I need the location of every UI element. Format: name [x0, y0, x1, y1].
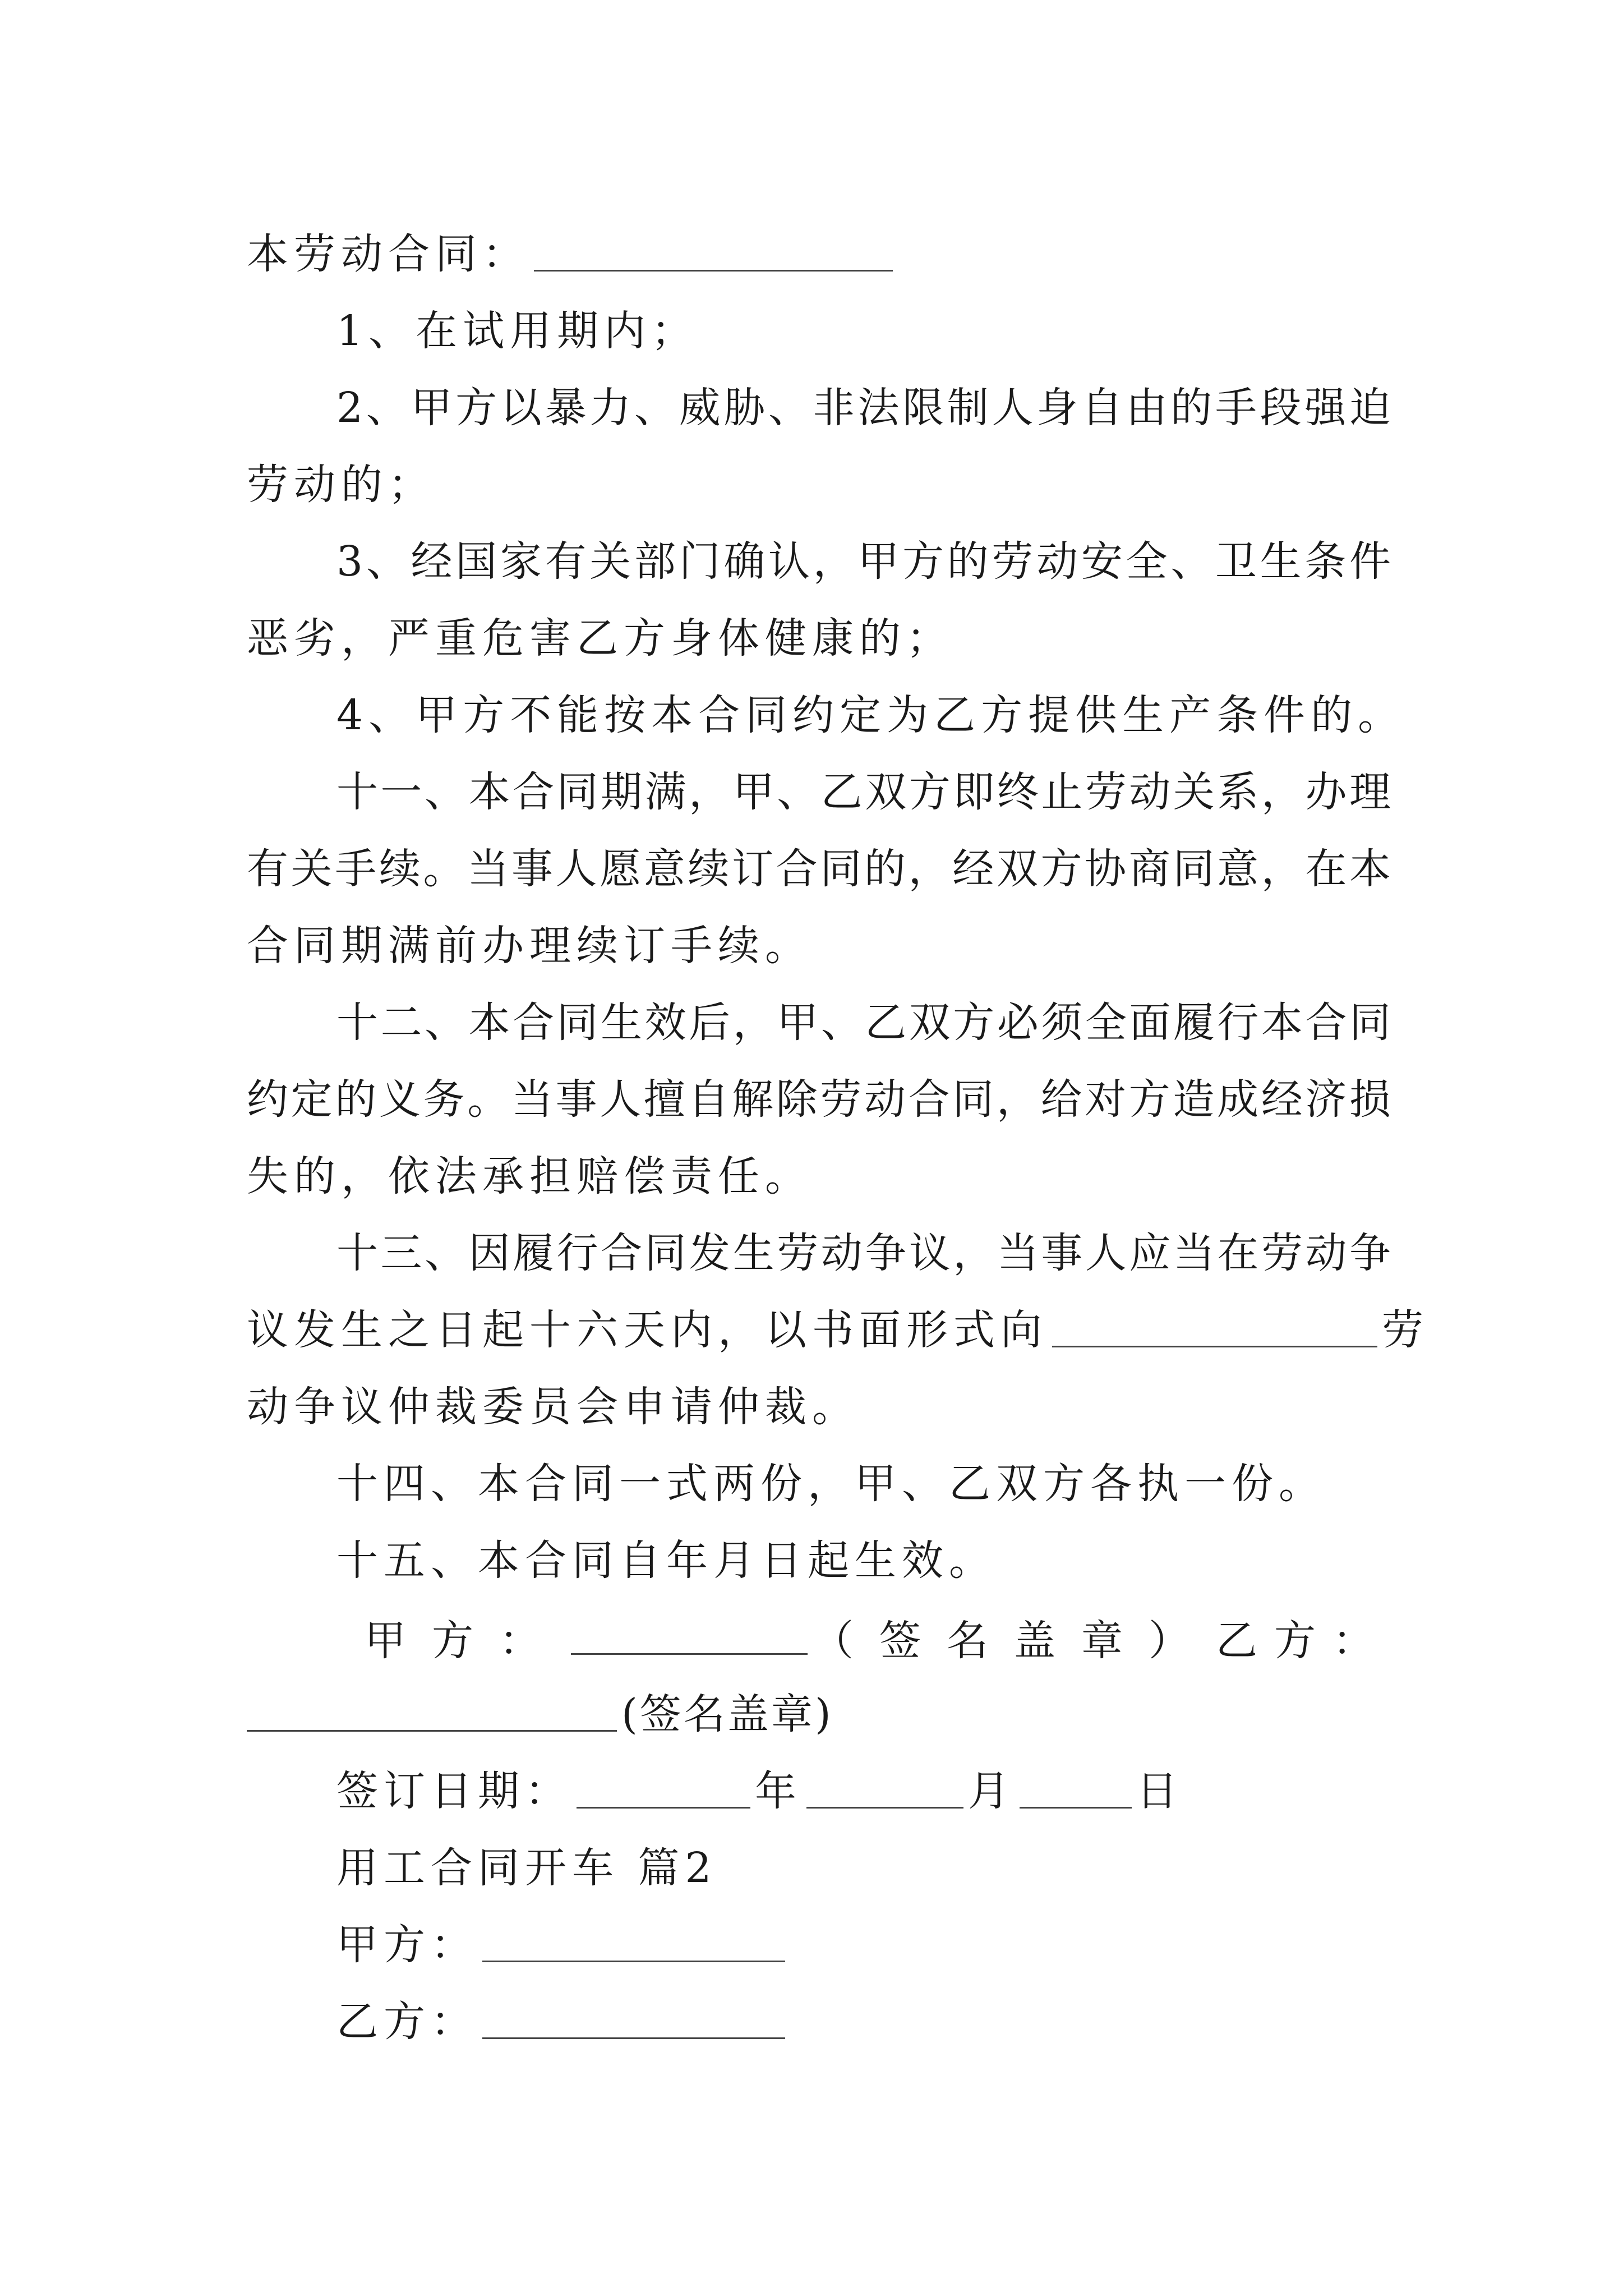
- party-b-label: 乙方：: [1216, 1617, 1391, 1665]
- party-b-blank: [482, 1984, 785, 2039]
- clause-item-3-line1: 3、经国家有关部门确认，甲方的劳动安全、卫生条件: [336, 537, 1391, 586]
- day-blank: [1020, 1753, 1132, 1809]
- article-11-line1: 十一、本合同期满，甲、乙双方即终止劳动关系，办理: [336, 768, 1391, 816]
- article-13-line2: 议发生之日起十六天内，以书面形式向 劳: [247, 1292, 1391, 1369]
- contract-clause-intro: [247, 216, 1391, 293]
- signature-row: [336, 1599, 1391, 1676]
- party-a-seal-note: （签名盖章）: [812, 1617, 1216, 1665]
- party-a-signature-blank: [571, 1599, 808, 1655]
- clause-item-2-line2: 劳动的；: [247, 461, 435, 509]
- article-13-line3: 动争议仲裁委员会申请仲裁。: [247, 1383, 859, 1431]
- sign-date-line: [336, 1753, 1391, 1830]
- article-13-line1: 十三、因履行合同发生劳动争议，当事人应当在劳动争: [336, 1229, 1391, 1277]
- clause-item-3-line2: 恶劣，严重危害乙方身体健康的；: [247, 614, 953, 662]
- party-b-line: 乙方：: [336, 1984, 1391, 2060]
- party-a-blank: [482, 1907, 785, 1962]
- document-page: [247, 0, 1429, 2296]
- sign-date-label: 签订日期：: [336, 1767, 572, 1815]
- article-11-line3: 合同期满前办理续订手续。: [247, 922, 812, 970]
- article-12-line1: 十二、本合同生效后，甲、乙双方必须全面履行本合同: [336, 999, 1391, 1047]
- year-label: 年: [755, 1767, 802, 1815]
- party-b-seal-note: (签名盖章): [621, 1690, 833, 1738]
- section-title: 用工合同开车 篇2: [336, 1844, 717, 1892]
- year-blank: [577, 1753, 750, 1809]
- article-11-line2: 有关手续。当事人愿意续订合同的，经双方协商同意，在本: [247, 845, 1391, 893]
- article-14: 十四、本合同一式两份，甲、乙双方各执一份。: [336, 1460, 1326, 1508]
- clause-text: 本劳动合同：: [247, 230, 529, 278]
- party-a-line: 甲方：: [336, 1907, 1391, 1984]
- party-a-label: 甲方：: [365, 1617, 566, 1665]
- article-12-line2: 约定的义务。当事人擅自解除劳动合同，给对方造成经济损: [247, 1075, 1391, 1124]
- clause-item-4: 4、甲方不能按本合同约定为乙方提供生产条件的。: [336, 691, 1405, 739]
- article-12-line3: 失的，依法承担赔偿责任。: [247, 1152, 812, 1200]
- party-b-signature-line: [247, 1676, 1391, 1753]
- clause-item-1: 1、在试用期内；: [336, 307, 699, 355]
- month-label: 月: [968, 1767, 1015, 1815]
- blank-field: [1052, 1292, 1377, 1347]
- clause-item-2-line1: 2、甲方以暴力、威胁、非法限制人身自由的手段强迫: [336, 384, 1391, 432]
- day-label: 日: [1136, 1767, 1183, 1815]
- blank-field: [534, 216, 893, 272]
- month-blank: [806, 1753, 963, 1809]
- article-15: 十五、本合同自年月日起生效。: [336, 1536, 996, 1585]
- party-b-signature-blank: [247, 1676, 617, 1732]
